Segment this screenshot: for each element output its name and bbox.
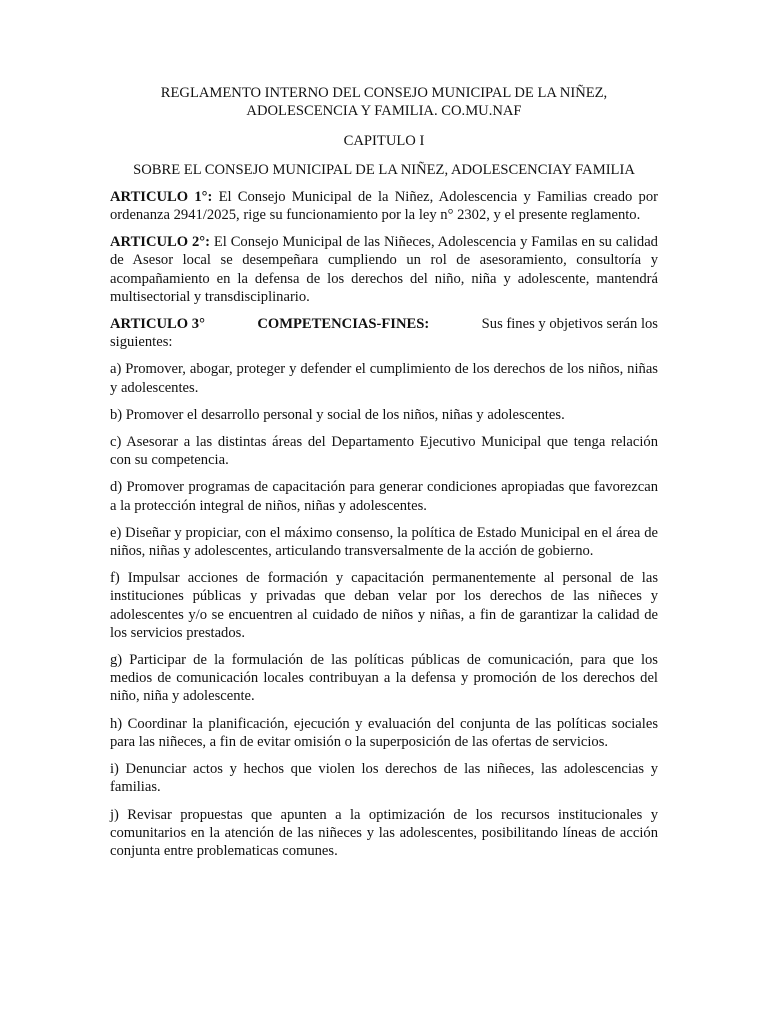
document-page: [110, 84, 658, 869]
title-line-1: REGLAMENTO INTERNO DEL CONSEJO MUNICIPAL DE LA NIÑEZ,: [160, 85, 608, 101]
document-title: [110, 84, 658, 120]
article-3-heading-line: [110, 315, 658, 333]
list-item: e) Diseñar y propiciar, con el máximo consenso, la política de Estado Municipal en el área de niños, niñas y adolescentes, articulando transversalmente de la acción de gobierno.: [110, 524, 658, 560]
list-item: j) Revisar propuestas que apunten a la optimización de los recursos institucionales y comunitarios en la atención de las niñeces y las adolescentes, posibilitando líneas de acción conjunta entre problematicas comunes.: [110, 806, 658, 859]
list-item: f) Impulsar acciones de formación y capacitación permanentemente al personal de las instituciones públicas y privadas que deban velar por los derechos de las niñeces y adolescentes y/o se encuentren al cuidado de niños y niñas, a fin de garantizar la calidad de los servicios prestados.: [110, 570, 658, 641]
chapter-heading: CAPITULO I: [343, 133, 425, 150]
list-item: a) Promover, abogar, proteger y defender el cumplimiento de los derechos de los niños, niñas y adolescentes.: [110, 361, 658, 396]
article-1: [110, 188, 658, 224]
list-item: d) Promover programas de capacitación para generar condiciones apropiadas que favorezcan a la protección integral de niños, niñas y adolescentes.: [110, 479, 658, 514]
article-3-text-end: siguientes:: [110, 334, 173, 351]
article-3: [110, 315, 658, 351]
title-line-2: ADOLESCENCIA Y FAMILIA. CO.MU.NAF: [246, 103, 522, 120]
list-item: i) Denunciar actos y hechos que violen los derechos de las niñeces, las adolescencias y familias.: [110, 761, 658, 796]
article-3-text-start: Sus fines y objetivos serán los: [481, 316, 658, 333]
article-3-label: ARTICULO 3°: [110, 316, 205, 333]
competencies-list: [110, 360, 658, 860]
article-1-label: ARTICULO 1°:: [110, 188, 213, 205]
article-2-label: ARTICULO 2°:: [110, 234, 210, 251]
list-item: g) Participar de la formulación de las políticas públicas de comunicación, para que los medios de comunicación locales contribuyan a la defensa y promoción de los derechos del niño, niña y adolescente.: [110, 652, 658, 705]
list-item: c) Asesorar a las distintas áreas del Departamento Ejecutivo Municipal que tenga relación con su competencia.: [110, 434, 658, 469]
article-2: [110, 233, 658, 306]
list-item: b) Promover el desarrollo personal y social de los niños, niñas y adolescentes.: [110, 406, 565, 423]
chapter-subtitle: SOBRE EL CONSEJO MUNICIPAL DE LA NIÑEZ, ADOLESCENCIAY FAMILIA: [133, 161, 635, 178]
list-item: h) Coordinar la planificación, ejecución y evaluación del conjunta de las políticas sociales para las niñeces, a fin de evitar omisión o la superposición de las ofertas de servicios.: [110, 715, 658, 750]
article-3-subject: COMPETENCIAS-FINES:: [257, 316, 430, 333]
article-1-text: El Consejo Municipal de la Niñez, Adolescencia y Familias creado por ordenanza 2941/2025, rige su funcionamiento por la ley n° 2302, y el presente reglamento.: [110, 188, 658, 224]
article-2-text: El Consejo Municipal de las Niñeces, Adolescencia y Familas en su calidad de Asesor local se desempeñara cumpliendo un rol de asesoramiento, consultoría y acompañamiento en la defensa de los derechos del niño, niña y adolescente, mantendrá multisectorial y transdisciplinario.: [110, 234, 658, 305]
